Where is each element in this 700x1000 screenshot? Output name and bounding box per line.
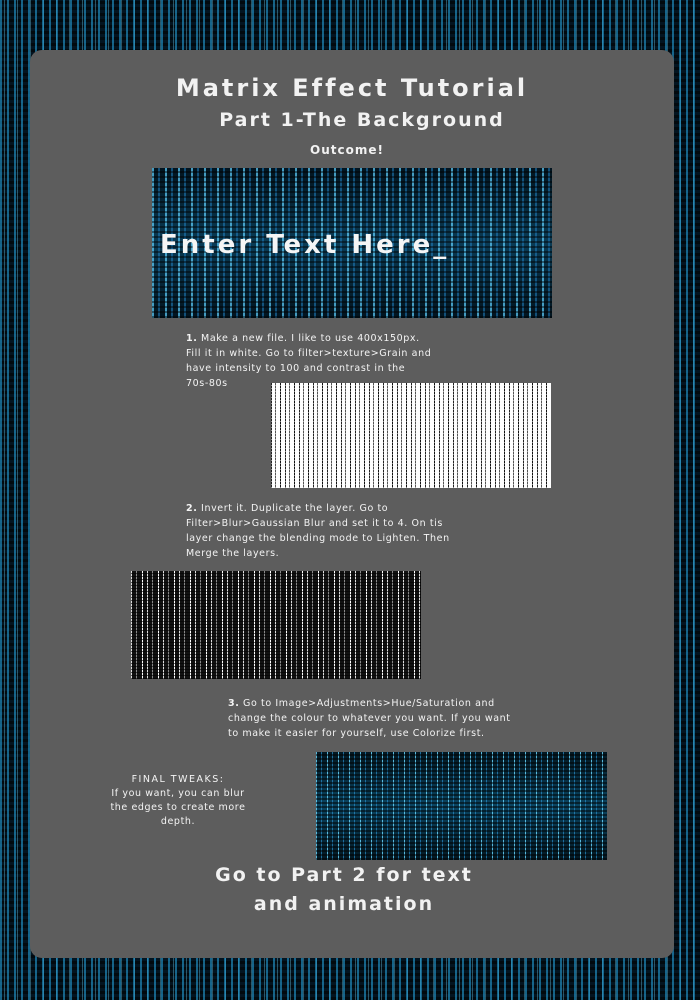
outcome-label: Outcome! — [310, 143, 384, 157]
step-line: Go to Image>Adjustments>Hue/Saturation and — [243, 698, 495, 709]
step-line: layer change the blending mode to Lighten. Then — [186, 533, 450, 544]
inverted-blur-image — [131, 571, 421, 679]
outcome-image — [152, 168, 552, 318]
page-title: Matrix Effect Tutorial — [175, 74, 529, 102]
step-number: 1. — [186, 333, 198, 344]
next-part-link-line-1: Go to Part 2 for text — [215, 864, 473, 886]
step-number: 3. — [228, 698, 240, 709]
final-tweaks-line: depth. — [160, 816, 196, 827]
final-tweaks-line: If you want, you can blur — [111, 788, 245, 799]
next-part-link-line-2: and animation — [253, 893, 435, 915]
final-tweaks-line: the edges to create more — [110, 802, 246, 813]
step-2-text — [186, 501, 556, 561]
step-line: Make a new file. I like to use 400x150px. — [201, 333, 420, 344]
grain-texture-image — [271, 383, 551, 488]
final-tweaks-note — [76, 773, 280, 829]
step-1-text — [186, 331, 531, 391]
step-line: Invert it. Duplicate the layer. Go to — [201, 503, 389, 514]
outcome-overlay-text: Enter Text Here_ — [160, 230, 450, 260]
step-line: change the colour to whatever you want. If you want — [228, 713, 511, 724]
step-line: Filter>Blur>Gaussian Blur and set it to 4. On tis — [186, 518, 443, 529]
final-tweaks-heading: FINAL TWEAKS: — [131, 774, 225, 785]
step-line: to make it easier for yourself, use Colorize first. — [228, 728, 485, 739]
step-number: 2. — [186, 503, 198, 514]
step-line: Fill it in white. Go to filter>texture>Grain and — [186, 348, 432, 359]
step-line: Merge the layers. — [186, 548, 280, 559]
step-line: have intensity to 100 and contrast in the — [186, 363, 406, 374]
colorized-result-image — [316, 752, 607, 860]
step-3-text — [228, 696, 628, 741]
page-subtitle: Part 1-The Background — [219, 109, 505, 131]
step-line: 70s-80s — [186, 378, 228, 389]
